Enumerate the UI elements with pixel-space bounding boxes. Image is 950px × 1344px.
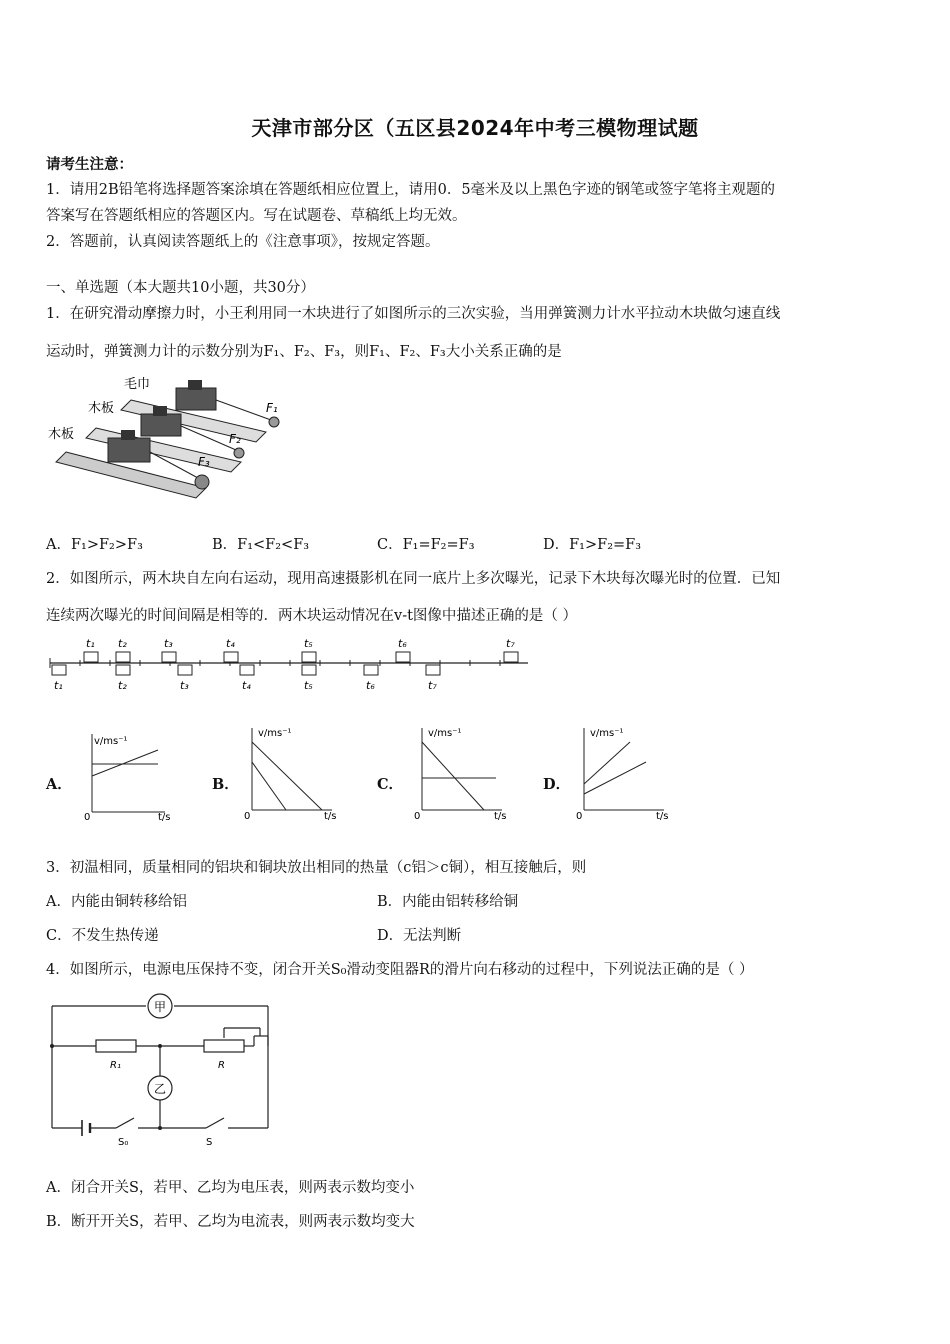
- q2-line-2: 连续两次曝光的时间间隔是相等的．两木块运动情况在v-t图像中描述正确的是（ ）: [46, 608, 578, 624]
- s-label: S: [206, 1137, 213, 1148]
- q1-option-d[interactable]: D．F₁>F₂=F₃: [543, 537, 642, 553]
- meter-yi-label: 乙: [154, 1082, 167, 1096]
- axis-v-a: v/ms⁻¹: [94, 736, 128, 747]
- q2-option-b[interactable]: B．: [212, 776, 239, 793]
- board-label-2: 木板: [48, 427, 75, 442]
- f2-label: F₂: [229, 432, 241, 446]
- q1-line-1: 1．在研究滑动摩擦力时，小王利用同一木块进行了如图所示的三次实验，当用弹簧测力计水平拉动木块做匀速直线: [46, 306, 781, 322]
- origin-b: 0: [244, 811, 251, 822]
- bottom-t6: t₆: [366, 679, 375, 692]
- top-block-6: [396, 652, 410, 662]
- origin-d: 0: [576, 811, 583, 822]
- top-t5: t₅: [304, 637, 313, 650]
- axis-t-b: t/s: [324, 811, 337, 822]
- bottom-t4: t₄: [242, 679, 251, 692]
- top-block-3: [162, 652, 176, 662]
- board-label-1: 木板: [88, 401, 115, 416]
- axis-v-d: v/ms⁻¹: [590, 728, 624, 739]
- q2-graph-d: [572, 722, 682, 824]
- bottom-block-5: [302, 665, 316, 675]
- top-t1: t₁: [86, 637, 95, 650]
- f1-label: F₁: [266, 401, 278, 415]
- bottom-block-3: [178, 665, 192, 675]
- bottom-block-2: [116, 665, 130, 675]
- bottom-t2: t₂: [118, 679, 127, 692]
- q1-figure: [46, 370, 296, 505]
- top-block-2: [116, 652, 130, 662]
- top-t3: t₃: [164, 637, 173, 650]
- top-t4: t₄: [226, 637, 235, 650]
- q4-line-1: 4．如图所示，电源电压保持不变，闭合开关S₀滑动变阻器R的滑片向右移动的过程中，下列说法正确的是（ ）: [46, 962, 754, 978]
- section-heading: 一、单选题（本大题共10小题，共30分）: [46, 280, 315, 296]
- meter-jia-label: 甲: [154, 1000, 167, 1014]
- notice-line-1: 1．请用2B铅笔将选择题答案涂填在答题纸相应位置上，请用0．5毫米及以上黑色字迹的钢笔或签字笔将主观题的: [46, 182, 776, 198]
- q3-option-d[interactable]: D．无法判断: [377, 928, 462, 944]
- q3-option-a[interactable]: A．内能由铜转移给铝: [46, 894, 187, 910]
- f3-label: F₃: [198, 455, 210, 469]
- axis-v-c: v/ms⁻¹: [428, 728, 462, 739]
- top-block-7: [504, 652, 518, 662]
- bottom-t5: t₅: [304, 679, 313, 692]
- q1-line-2: 运动时，弹簧测力计的示数分别为F₁、F₂、F₃，则F₁、F₂、F₃大小关系正确的是: [46, 344, 562, 360]
- notice-heading: 请考生注意：: [46, 156, 133, 173]
- axis-t-c: t/s: [494, 811, 507, 822]
- top-block-4: [224, 652, 238, 662]
- q3-line-1: 3．初温相同，质量相同的铝块和铜块放出相同的热量（c铝＞c铜），相互接触后，则: [46, 860, 587, 876]
- bottom-block-6: [364, 665, 378, 675]
- bottom-block-4: [240, 665, 254, 675]
- q1-option-a[interactable]: A．F₁>F₂>F₃: [46, 537, 143, 553]
- q2-strobe-figure: [46, 632, 536, 694]
- q2-option-c[interactable]: C．: [377, 776, 404, 793]
- q1-option-b[interactable]: B．F₁<F₂<F₃: [212, 537, 310, 553]
- top-block-5: [302, 652, 316, 662]
- bottom-t7: t₇: [428, 679, 437, 692]
- top-block-1: [84, 652, 98, 662]
- axis-t-d: t/s: [656, 811, 669, 822]
- axis-v-b: v/ms⁻¹: [258, 728, 292, 739]
- top-t2: t₂: [118, 637, 127, 650]
- origin-c: 0: [414, 811, 421, 822]
- q2-option-a[interactable]: A．: [46, 776, 72, 793]
- r-label: R: [218, 1060, 225, 1071]
- bottom-block-1: [52, 665, 66, 675]
- top-t7: t₇: [506, 637, 515, 650]
- s0-label: S₀: [118, 1137, 129, 1148]
- q2-option-d[interactable]: D．: [543, 776, 571, 793]
- axis-t-a: t/s: [158, 812, 171, 823]
- notice-line-2: 答案写在答题纸相应的答题区内。写在试题卷、草稿纸上均无效。: [46, 208, 467, 224]
- origin-a: 0: [84, 812, 91, 823]
- bottom-block-7: [426, 665, 440, 675]
- page-title: 天津市部分区（五区县2024年中考三模物理试题: [251, 116, 699, 140]
- q2-graph-a: [80, 728, 180, 824]
- bottom-t3: t₃: [180, 679, 189, 692]
- q4-option-b[interactable]: B．断开开关S，若甲、乙均为电流表，则两表示数均变大: [46, 1214, 415, 1230]
- q4-circuit-figure: [46, 990, 276, 1150]
- q3-option-b[interactable]: B．内能由铝转移给铜: [377, 894, 519, 910]
- r1-label: R₁: [110, 1060, 121, 1071]
- q3-option-c[interactable]: C．不发生热传递: [46, 928, 159, 944]
- q1-option-c[interactable]: C．F₁=F₂=F₃: [377, 537, 475, 553]
- q2-graph-b: [240, 722, 350, 824]
- q4-option-a[interactable]: A．闭合开关S，若甲、乙均为电压表，则两表示数均变小: [46, 1180, 415, 1196]
- bottom-t1: t₁: [54, 679, 63, 692]
- top-t6: t₆: [398, 637, 407, 650]
- towel-label: 毛巾: [124, 377, 151, 392]
- notice-line-3: 2．答题前，认真阅读答题纸上的《注意事项》，按规定答题。: [46, 234, 440, 250]
- q2-line-1: 2．如图所示，两木块自左向右运动，现用高速摄影机在同一底片上多次曝光，记录下木块每次曝光时的位置．已知: [46, 571, 781, 587]
- q2-graph-c: [410, 722, 520, 824]
